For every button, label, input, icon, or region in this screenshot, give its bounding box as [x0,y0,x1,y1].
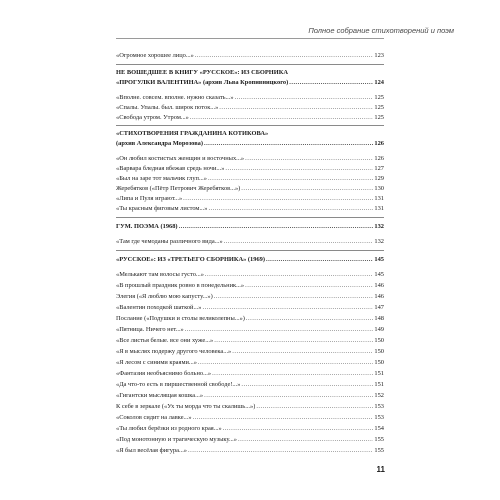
toc-entry-page: 153 [374,403,384,410]
toc-entry [116,369,384,378]
toc-leader-dots [214,292,374,301]
toc-entry-title: (архив Александра Морозова) [116,140,203,147]
toc-entry-title: «Фантазия необъяснимо больно...» [116,370,212,377]
toc-entry-page: 124 [374,79,384,86]
toc-leader-dots [208,204,373,213]
toc-leader-dots [245,281,373,290]
section-heading-entry [116,222,384,231]
toc-entry-page: 130 [374,185,384,192]
toc-entry-title: «Да что-то есть в пиршественной свободе!...» [116,381,241,388]
toc-entry-page: 155 [374,436,384,443]
toc-entry-page: 129 [374,175,384,182]
toc-leader-dots [256,402,373,411]
toc-entry-title: «Спалы. Упалы. был. широк поток...» [116,104,219,111]
toc-entry-page: 123 [374,52,384,59]
toc-entry-title: «РУССКОЕ»: ИЗ «ТРЕТЬЕГО СБОРНИКА» (1969) [116,256,265,263]
toc-entry [116,402,384,411]
toc-leader-dots [232,347,373,356]
toc-leader-dots [198,358,373,367]
toc-entry [116,446,384,455]
toc-leader-dots [185,325,374,334]
toc-leader-dots [238,435,373,444]
toc-entry [116,424,384,433]
toc-leader-dots [224,237,374,246]
page-number: 11 [376,465,385,474]
toc-entry-title: «Ты красным фиговым листом...» [116,205,208,212]
toc-entry-title: «Был на заре тот мальчик глуп...» [116,175,207,182]
toc-entry-page: 126 [374,155,384,162]
toc-entry-page: 125 [374,94,384,101]
toc-entry-title: «Соколов сидит на лавке...» [116,414,192,421]
toc-entry-page: 145 [374,256,384,263]
toc-entry-page: 151 [374,381,384,388]
toc-entry [116,336,384,345]
toc-leader-dots [205,270,373,279]
toc-entry-title: «Гигантски мыслящая кошка...» [116,392,204,399]
toc-entry-page: 151 [374,370,384,377]
toc-entry-title: «Огромное хорошее лицо...» [116,52,194,59]
toc-entry-title: «Он любил костистых женщин и восточных...» [116,155,245,162]
toc-entry-page: 149 [374,326,384,333]
toc-entry-title: «Я был весёлая фигура...» [116,447,187,454]
running-head: Полное собрание стихотворений и поэм [308,26,454,35]
toc-entry-page: 127 [374,165,384,172]
toc-entry-title: Элегия («Я люблю мою капусту...») [116,293,213,300]
toc-entry-page: 146 [374,282,384,289]
toc-leader-dots [266,255,373,264]
section-heading: НЕ ВОШЕДШЕЕ В КНИГУ «РУССКОЕ»: ИЗ СБОРНИКА [116,69,288,76]
toc-leader-dots [193,413,374,422]
toc-leader-dots [235,93,374,102]
toc-entry [116,174,384,183]
toc-entry [116,435,384,444]
toc-entry-title: «Валентин походкой шаткой...» [116,304,202,311]
toc-leader-dots [188,446,373,455]
section-divider [116,125,384,126]
toc-leader-dots [202,303,373,312]
toc-entry [116,237,384,246]
toc-entry-title: «Пятница. Ничего нет...» [116,326,184,333]
toc-entry-title: К себе в зеркале («Ух ты морда что ты скалишь...») [116,403,256,410]
toc-entry [116,413,384,422]
toc-entry [116,314,384,323]
section-divider [116,217,384,218]
toc-entry-title: «Варвара бледная вбежав средь ночи...» [116,165,225,172]
toc-entry-page: 147 [374,304,384,311]
toc-leader-dots [195,51,374,60]
toc-leader-dots [289,78,373,87]
toc-entry-page: 154 [374,425,384,432]
toc-entry-title: «Мелькают там волосы густо...» [116,271,204,278]
toc-leader-dots [204,139,373,148]
toc-entry [116,51,384,60]
toc-entry [116,347,384,356]
toc-entry-page: 132 [374,223,384,230]
toc-entry-page: 131 [374,195,384,202]
toc-entry-title: ГУМ. ПОЭМА (1968) [116,223,178,230]
toc-leader-dots [179,222,374,231]
toc-entry [116,204,384,213]
toc-entry [116,358,384,367]
toc-entry-title: «Все листья белые. все они хуже...» [116,337,214,344]
toc-entry [116,292,384,301]
section-heading-entry [116,255,384,264]
section-heading: «СТИХОТВОРЕНИЯ ГРАЖДАНИНА КОТИКОВА» [116,130,269,137]
toc-entry [116,164,384,173]
toc-leader-dots [190,113,374,122]
toc-entry [116,194,384,203]
toc-entry-page: 155 [374,447,384,454]
toc-entry [116,281,384,290]
toc-entry-title: «ПРОГУЛКИ ВАЛЕНТИНА» (архив Льва Кропивницкого) [116,79,289,86]
toc-entry-title: «Под монотонную и трагическую музыку...» [116,436,237,443]
toc-entry-page: 152 [374,392,384,399]
toc-entry [116,103,384,112]
toc-entry [116,184,384,193]
toc-entry-page: 150 [374,359,384,366]
toc-entry-page: 146 [374,293,384,300]
toc-entry-title: «В прошлый праздник ровно в понедельник...» [116,282,245,289]
toc-entry-title: «Ты любил берёзки из родного края...» [116,425,222,432]
toc-entry [116,325,384,334]
toc-entry [116,154,384,163]
toc-leader-dots [241,184,373,193]
toc-entry [116,93,384,102]
toc-leader-dots [214,336,373,345]
toc-entry-page: 125 [374,114,384,121]
toc-leader-dots [204,391,373,400]
toc-leader-dots [241,380,373,389]
header-rule [116,38,384,39]
toc-entry [116,113,384,122]
toc-entry-title: Послание («Подушки и столы великолепны...») [116,315,245,322]
toc-entry [116,270,384,279]
toc-entry [116,303,384,312]
toc-entry-title: Жеребятков («Пётр Петрович Жеребятков...») [116,185,241,192]
toc-leader-dots [212,369,373,378]
toc-entry-page: 132 [374,238,384,245]
toc-leader-dots [208,174,373,183]
toc-leader-dots [223,424,374,433]
toc-entry-title: «Я лесом с синими краями...» [116,359,197,366]
toc-entry [116,391,384,400]
section-divider [116,64,384,65]
toc-entry-title: «Я в мыслях подержу другого человека...» [116,348,232,355]
toc-leader-dots [183,194,373,203]
toc-leader-dots [225,164,373,173]
section-heading-entry [116,78,384,87]
toc-entry-page: 125 [374,104,384,111]
toc-entry-page: 153 [374,414,384,421]
toc-entry-page: 145 [374,271,384,278]
toc-entry-title: «Там где чемоданы различного вида...» [116,238,223,245]
toc-entry-title: «Свобода утром. Утром...» [116,114,189,121]
toc-entry-title: «Вполне. совсем. вполне. нужно сказать...» [116,94,234,101]
toc-entry-page: 150 [374,337,384,344]
toc-entry-title: «Липа и Пуля играют...» [116,195,183,202]
toc-entry-page: 131 [374,205,384,212]
toc-leader-dots [246,314,374,323]
toc-leader-dots [245,154,373,163]
toc-entry-page: 150 [374,348,384,355]
toc-entry [116,380,384,389]
section-divider [116,250,384,251]
toc-entry-page: 148 [374,315,384,322]
toc-leader-dots [219,103,373,112]
toc-entry-page: 126 [374,140,384,147]
section-heading-entry [116,139,384,148]
